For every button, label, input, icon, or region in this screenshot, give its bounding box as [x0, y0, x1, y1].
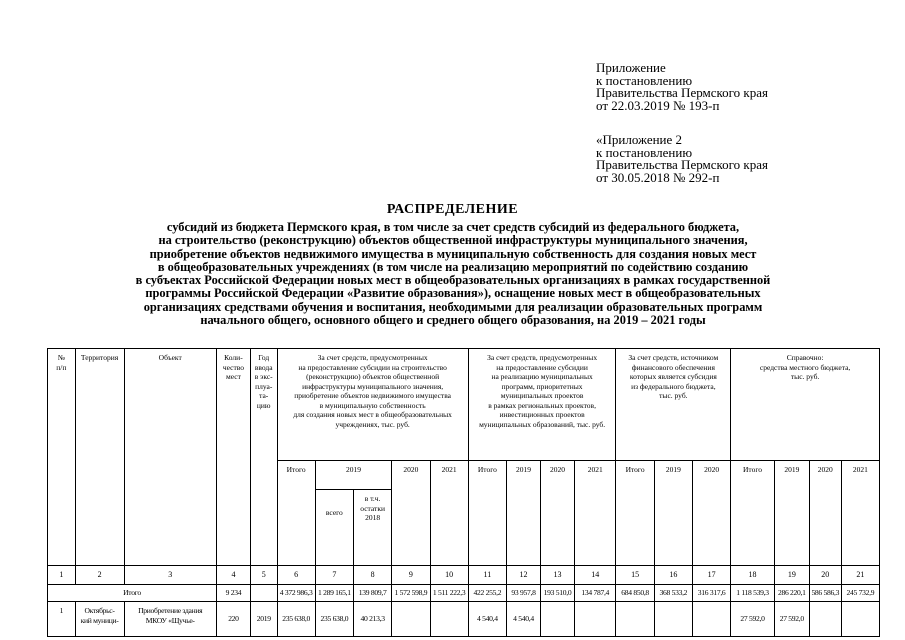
column-number: 3: [124, 566, 216, 585]
header-year-2020: 2020: [541, 461, 575, 566]
document-title: РАСПРЕДЕЛЕНИЕ: [386, 202, 519, 217]
row-cell: 235 638,0: [277, 602, 315, 637]
distribution-table: [47, 348, 880, 637]
subtitle-line: субсидий из бюджета Пермского края, в том числе за счет средств субсидий из федерального бюджета,: [166, 220, 740, 234]
header-number: № п/п: [48, 349, 76, 566]
total-cell: 139 809,7: [354, 585, 392, 602]
appendix-note-previous: [596, 134, 768, 184]
subtitle-line: в субъектах Российской Федерации новых мест в общеобразовательных организациях в рамках государственной: [135, 273, 771, 288]
document-subtitle: [40, 221, 866, 327]
row-cell: 220: [216, 602, 250, 637]
column-number: 19: [774, 566, 809, 585]
header-year-2020: 2020: [692, 461, 730, 566]
row-cell: 4 540,4: [507, 602, 541, 637]
column-number: 5: [250, 566, 277, 585]
header-object: Объект: [124, 349, 216, 566]
column-number: 12: [507, 566, 541, 585]
header-group-infrastructure: За счет средств, предусмотренных на предоставление субсидии на строительство (реконструкцию) объектов общественной инфраструктуры муниципального значения, приобретение объектов недвижимого имущества в муниципальную собственность для создания новых мест в общеобразовательных учреждениях, тыс. руб.: [277, 349, 468, 461]
appendix-line: Приложение: [596, 60, 666, 75]
column-number: 13: [541, 566, 575, 585]
subtitle-line: на строительство (реконструкцию) объектов общественной инфраструктуры муниципального значения,: [158, 233, 748, 248]
appendix-line: к постановлению: [596, 72, 693, 88]
total-cell: 193 510,0: [541, 585, 575, 602]
header-group-municipal-programs: За счет средств, предусмотренных на предоставление субсидии на реализацию муниципальных программ, приоритетных муниципальных проектов в рамках региональных проектов, инвестиционных проектов муниципальных образований, тыс. руб.: [468, 349, 616, 461]
total-cell: 586 586,3: [809, 585, 841, 602]
total-cell: 4 372 986,3: [277, 585, 315, 602]
subtitle-line: начального общего, основного общего и среднего общего образования, на 2019 – 2021 годы: [200, 313, 706, 328]
header-year-2019: 2019: [774, 461, 809, 566]
column-number: 15: [616, 566, 654, 585]
column-number: 10: [430, 566, 468, 585]
column-number: 20: [809, 566, 841, 585]
appendix-note-current: [596, 62, 768, 112]
appendix-line: к постановлению: [596, 144, 693, 160]
header-year-2019: 2019: [654, 461, 692, 566]
header-places: Коли- чество мест: [216, 349, 250, 566]
row-cell: [841, 602, 879, 637]
row-cell: [654, 602, 692, 637]
header-year-2020: 2020: [809, 461, 841, 566]
column-number: 8: [354, 566, 392, 585]
column-number: 7: [315, 566, 353, 585]
total-cell: 1 572 598,9: [392, 585, 430, 602]
row-cell: [692, 602, 730, 637]
row-cell: 27 592,0: [731, 602, 775, 637]
header-territory: Территория: [75, 349, 124, 566]
total-cell: 286 220,1: [774, 585, 809, 602]
total-cell: 93 957,8: [507, 585, 541, 602]
header-year-2021: 2021: [430, 461, 468, 566]
appendix-line: «Приложение 2: [596, 132, 683, 147]
subtitle-line: в общеобразовательных учреждениях (в том числе на реализацию мероприятий по содействию созданию: [157, 259, 749, 274]
header-year-2021: 2021: [841, 461, 879, 566]
total-cell: 316 317,6: [692, 585, 730, 602]
row-cell: 2019: [250, 602, 277, 637]
column-number-row: [48, 566, 880, 585]
total-cell: 9 234: [216, 585, 250, 602]
column-number: 1: [48, 566, 76, 585]
header-group-local-budget: Справочно: средства местного бюджета, тыс. руб.: [731, 349, 880, 461]
header-year-2020: 2020: [392, 461, 430, 566]
header-total: Итого: [468, 461, 506, 566]
header-total: Итого: [616, 461, 654, 566]
column-number: 9: [392, 566, 430, 585]
appendix-line: Правительства Пермского края: [596, 85, 768, 100]
row-cell: [809, 602, 841, 637]
total-cell: 1 118 539,3: [731, 585, 775, 602]
total-cell: 684 850,8: [616, 585, 654, 602]
subtitle-line: организациях средствами обучения и воспитания, необходимыми для реализации образовательных программ: [143, 299, 763, 314]
header-group-federal: За счет средств, источником финансового обеспечения которых является субсидия из федерального бюджета, тыс. руб.: [616, 349, 731, 461]
header-year-2021: 2021: [575, 461, 616, 566]
row-cell: [541, 602, 575, 637]
row-territory: Октябрьс- кий муници-: [75, 602, 124, 637]
appendix-line: от 22.03.2019 № 193-п: [596, 97, 720, 113]
row-object: Приобретение здания МКОУ «Щучье-: [124, 602, 216, 637]
header-total: Итого: [731, 461, 775, 566]
row-cell: [430, 602, 468, 637]
total-cell: 422 255,2: [468, 585, 506, 602]
column-number: 17: [692, 566, 730, 585]
column-number: 21: [841, 566, 879, 585]
column-number: 14: [575, 566, 616, 585]
total-row: [48, 585, 880, 602]
appendix-line: от 30.05.2018 № 292-п: [596, 169, 720, 185]
total-cell: 134 787,4: [575, 585, 616, 602]
total-cell: 368 533,2: [654, 585, 692, 602]
total-label: Итого: [48, 585, 217, 602]
row-cell: [616, 602, 654, 637]
row-cell: [392, 602, 430, 637]
row-cell: 40 213,3: [354, 602, 392, 637]
column-number: 6: [277, 566, 315, 585]
subtitle-line: программы Российской Федерации «Развитие образования»), оснащение новых мест в общеобразовательных: [145, 286, 761, 301]
column-number: 16: [654, 566, 692, 585]
header-total: Итого: [277, 461, 315, 566]
column-number: 11: [468, 566, 506, 585]
total-cell: 245 732,9: [841, 585, 879, 602]
table-row: [48, 602, 880, 637]
row-cell: 27 592,0: [774, 602, 809, 637]
header-year-2019: 2019: [507, 461, 541, 566]
column-number: 2: [75, 566, 124, 585]
column-number: 4: [216, 566, 250, 585]
total-cell: [250, 585, 277, 602]
subtitle-line: приобретение объектов недвижимого имущества в муниципальную собственность для создания новых мест: [149, 246, 757, 261]
row-cell: 235 638,0: [315, 602, 353, 637]
column-number: 18: [731, 566, 775, 585]
total-cell: 1 289 165,1: [315, 585, 353, 602]
header-year-2019: 2019: [315, 461, 392, 490]
appendix-line: Правительства Пермского края: [596, 157, 768, 172]
header-all: всего: [315, 490, 353, 566]
row-cell: [575, 602, 616, 637]
header-commission-year: Год ввода в экс- плуа- та- цию: [250, 349, 277, 566]
row-number: 1: [48, 602, 76, 637]
row-cell: 4 540,4: [468, 602, 506, 637]
total-cell: 1 511 222,3: [430, 585, 468, 602]
header-including-remainder: в т.ч. остатки 2018: [354, 490, 392, 566]
